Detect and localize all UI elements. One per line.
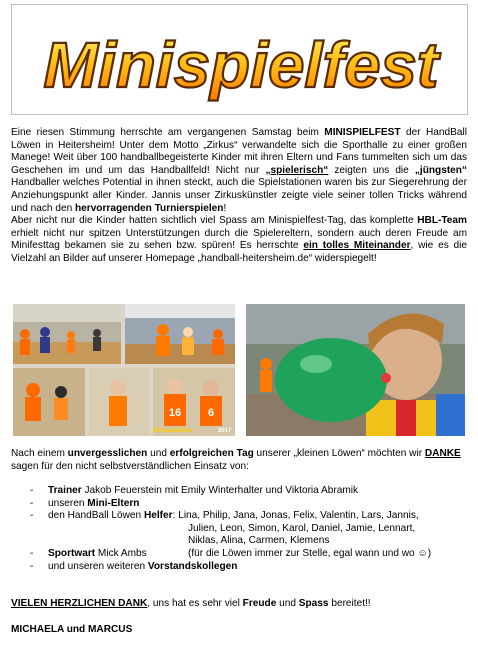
title-banner [11, 4, 468, 115]
list-item-trainer: - Trainer Jakob Feuerstein mit Emily Winterhalter und Viktoria Abramik [30, 485, 359, 496]
thanks-text: Nach einem unvergesslichen und erfolgreichen Tag unserer „kleinen Löwen“ möchten wir DANKE sagen für den nicht selbstverständlichen Einsatz von: [11, 448, 461, 472]
intro-text [11, 127, 467, 266]
list-item-mini-eltern: - unseren Mini-Eltern [30, 497, 140, 509]
jersey-number-6: 6 [207, 407, 215, 419]
list-item-vorstand: - und unseren weiteren Vorstandskollegen [30, 560, 238, 572]
smiley-icon: ☺ [417, 547, 428, 559]
photo-balloon-child [246, 304, 465, 436]
list-item-helfer: - den HandBall Löwen Helfer: Lina, Philip, Jana, Jonas, Felix, Valentin, Lars, Jannis, [30, 510, 419, 522]
list-item-sportwart: - Sportwart Mick Ambs (für die Löwen immer zur Stelle, egal wann und wo ☺) [30, 547, 432, 559]
helfer-names-line-3: Niklas, Alina, Carmen, Klemens [188, 535, 330, 547]
collage-year: 2017 [218, 428, 232, 434]
helfer-names-line-2: Julien, Leon, Simon, Karol, Daniel, Jamie, Lennart, [188, 522, 416, 534]
closing-line: VIELEN HERZLICHEN DANK, uns hat es sehr viel Freude und Spass bereitet!! [11, 598, 371, 609]
signature: MICHAELA und MARCUS [11, 624, 133, 635]
title-wordart [12, 5, 467, 114]
photo-collage [13, 304, 235, 436]
helpers-list [30, 485, 470, 573]
banner-title: Minispielfest [43, 29, 442, 101]
intro-paragraph-1: Eine riesen Stimmung herrschte am vergangenen Samstag beim MINISPIELFEST der HandBall Löwen in Heitersheim! Unter dem Motto „Zirkus“ verwandelte sich die Sporthalle zu einer großen Manege! Weit über 100 handballbegeisterte Kinder mit ihren Eltern und Fans tummelten sich um das Geschehen im und um das Handballfeld! Nicht nur „spielerisch“ zeigten uns die „jüngsten“ Handballer welches Potential in ihnen steckt, auch die Spielstationen waren bis zur Siegerehrung der Anziehungspunkt aller Kinder. Jannis unser Zirkuskünstler zeigte viele seiner tollen Tricks während und nach den hervorragenden Turnierspielen! [11, 127, 468, 214]
intro-paragraph-2: Aber nicht nur die Kinder hatten sichtlich viel Spass am Minispielfest-Tag, das komplette HBL-Team erhielt nicht nur spitzen Unterstützungen durch die Spielereltern, sondern auch deren Freude am Minifesttag bekamen sie zu sehen bzw. spüren! Es herrschte ein tolles Miteinander, wie es die Vielzahl an Bilder auf unserer Homepage „handball-heitersheim.de“ widerspiegelt! [11, 215, 468, 264]
collage-caption: Minispielfest [153, 427, 193, 434]
jersey-number-16: 16 [168, 407, 182, 419]
